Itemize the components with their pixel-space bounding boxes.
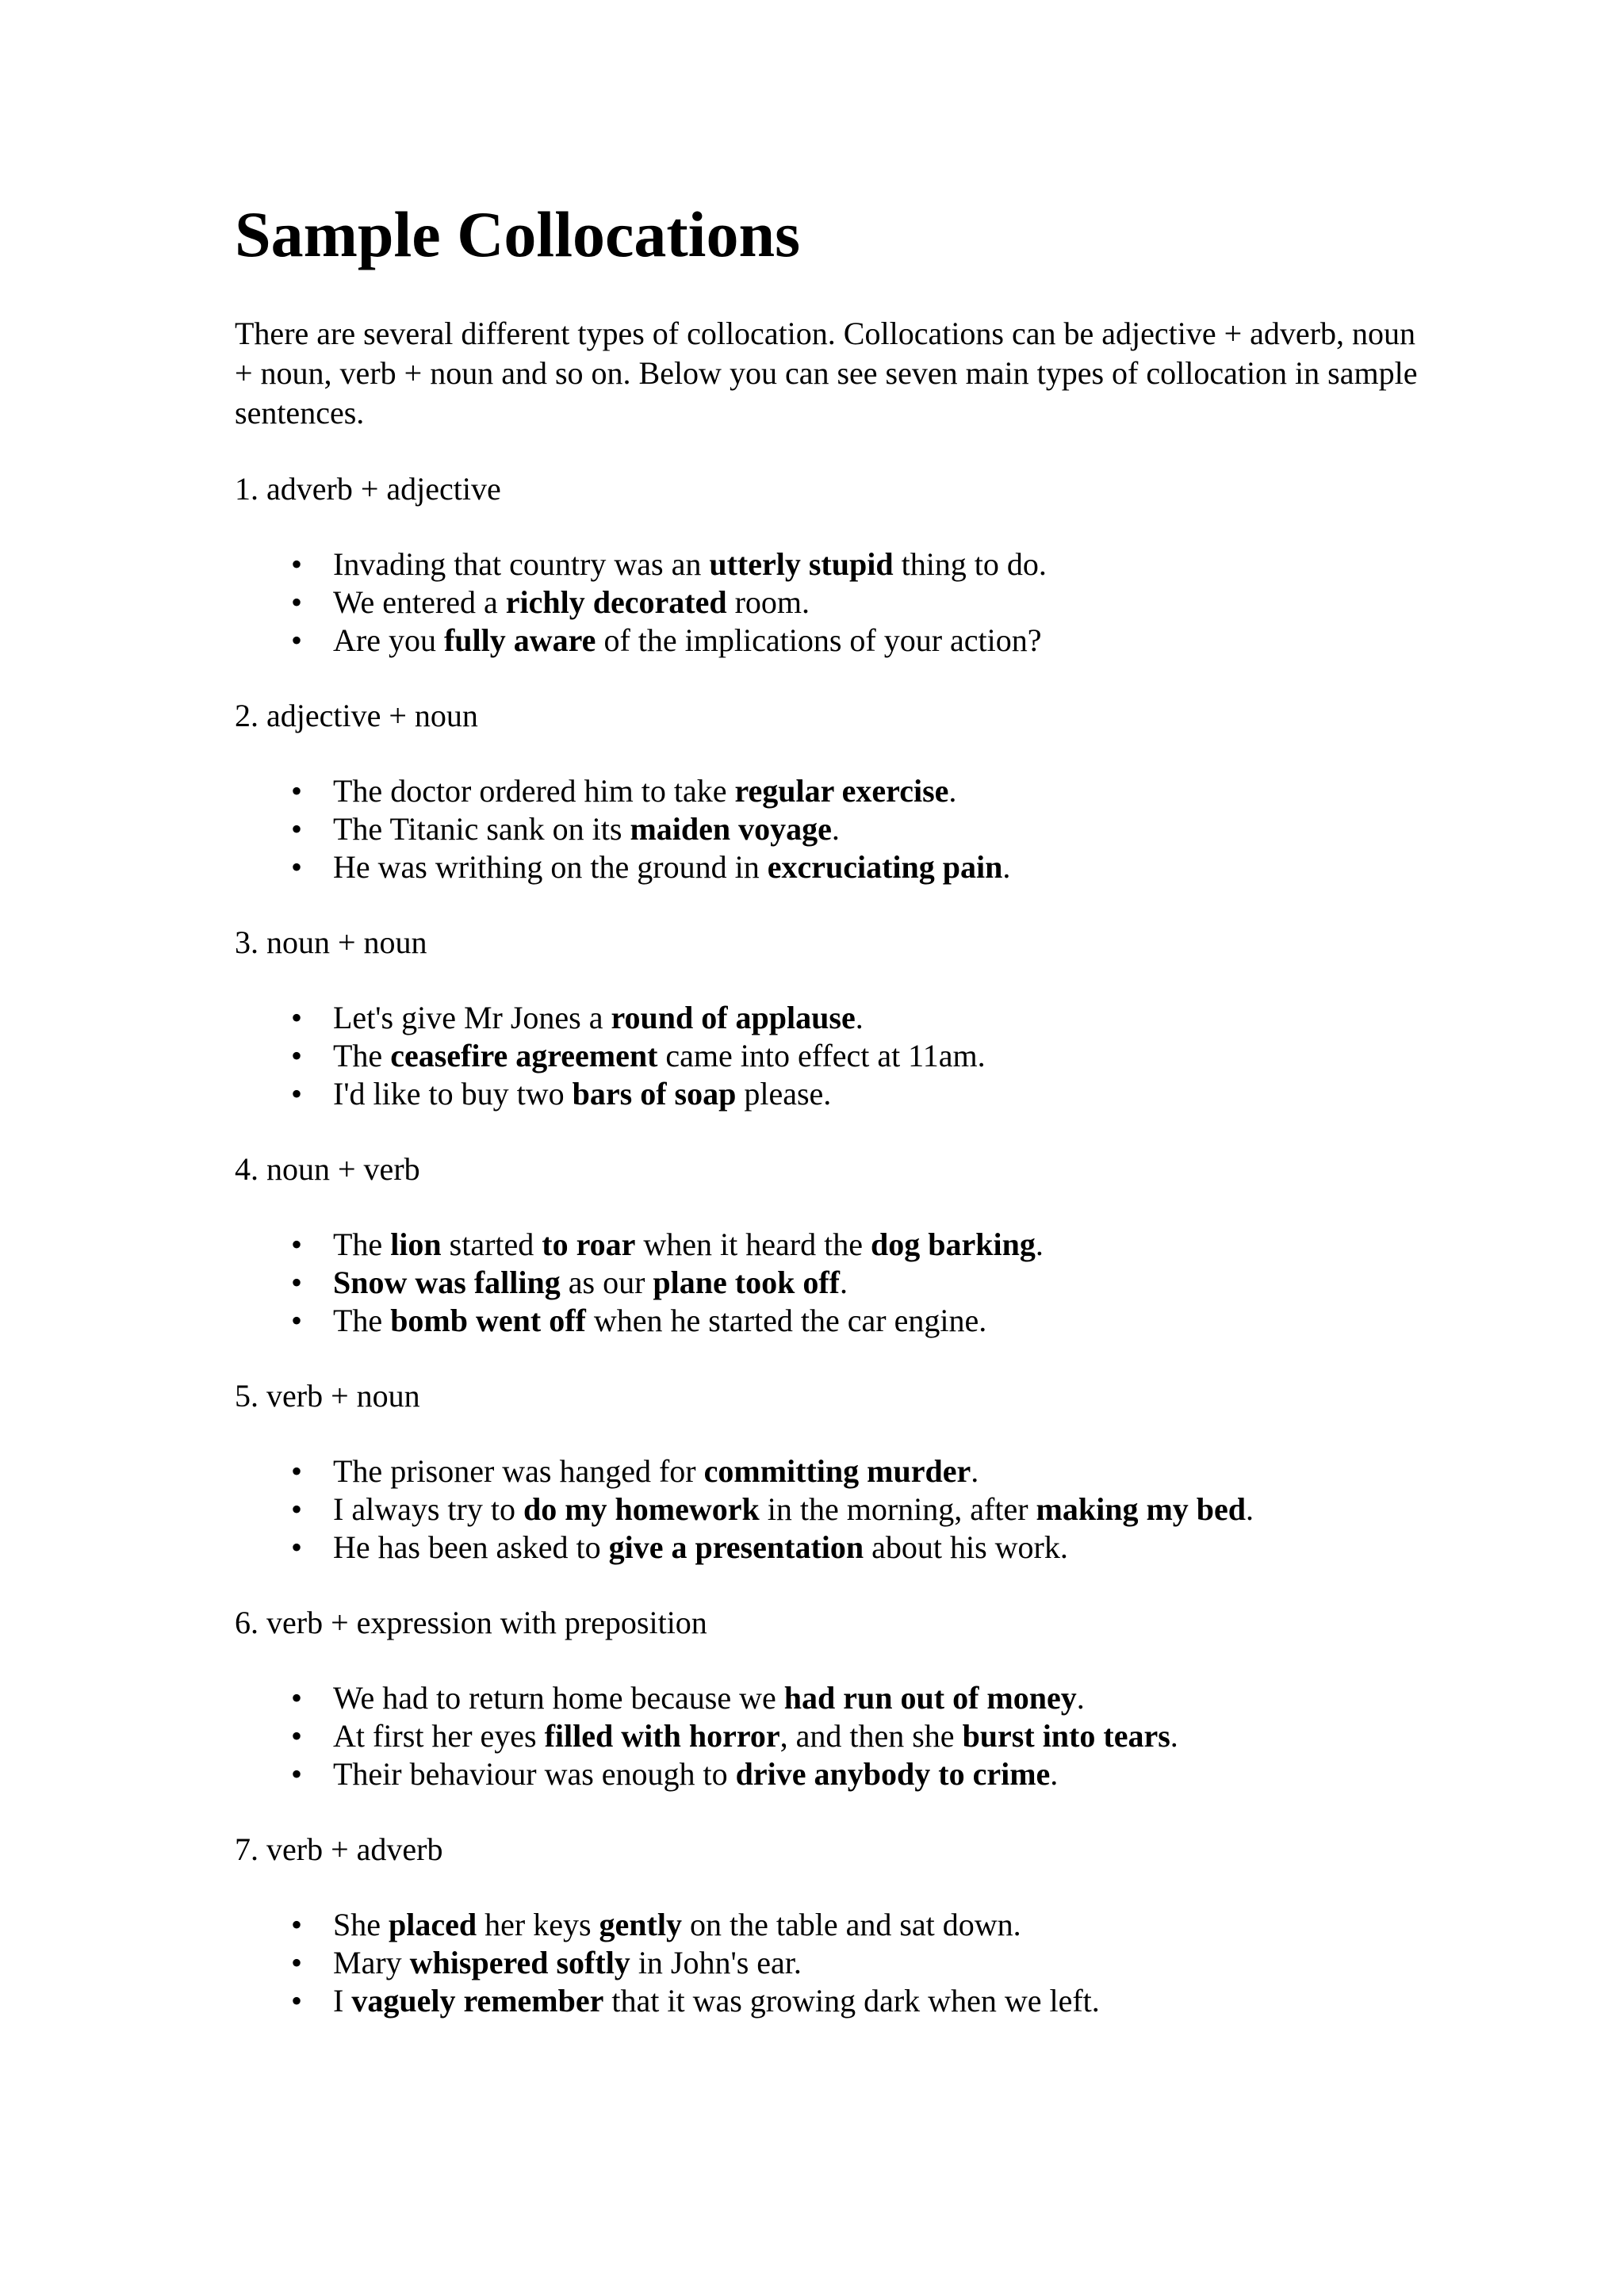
- example-list: [235, 999, 1424, 1113]
- sentence-text: The: [333, 1303, 391, 1338]
- sentence-text: in the morning, after: [759, 1491, 1036, 1527]
- sentence-text: room.: [726, 584, 810, 620]
- sentence-text: about his work.: [864, 1529, 1068, 1565]
- example-sentence: [235, 1037, 1424, 1075]
- sentence-text: on the table and sat down.: [681, 1907, 1021, 1942]
- sentence-text: .: [1050, 1756, 1059, 1792]
- collocation-highlight: drive anybody to crime: [735, 1756, 1051, 1792]
- sentence-text: came into effect at 11am.: [657, 1038, 986, 1073]
- bullet-icon: •: [290, 1756, 302, 1792]
- section-title: 6. verb + expression with preposition: [235, 1605, 707, 1640]
- sentence-text: thing to do.: [893, 546, 1047, 582]
- collocation-highlight: do my homework: [523, 1491, 760, 1527]
- example-sentence: [235, 584, 1424, 622]
- collocation-highlight: richly decorated: [505, 584, 727, 620]
- collocation-section: [235, 1603, 1424, 1793]
- example-list: [235, 1226, 1424, 1340]
- collocation-section: [235, 1376, 1424, 1567]
- sentence-text: She: [333, 1907, 389, 1942]
- example-list: [235, 545, 1424, 660]
- example-sentence: [235, 1755, 1424, 1793]
- example-sentence: [235, 810, 1424, 848]
- bullet-icon: •: [290, 1491, 302, 1527]
- collocation-highlight: had run out of money: [783, 1680, 1077, 1716]
- bullet-icon: •: [290, 849, 302, 885]
- sentence-text: , and then she: [779, 1718, 963, 1754]
- sentence-text: Invading that country was an: [333, 546, 710, 582]
- example-list: [235, 1452, 1424, 1567]
- example-sentence: [235, 1717, 1424, 1755]
- bullet-icon: •: [290, 1680, 302, 1716]
- example-list: [235, 1679, 1424, 1793]
- section-title: 4. noun + verb: [235, 1151, 420, 1187]
- collocation-highlight: lion: [390, 1226, 442, 1262]
- bullet-icon: •: [290, 811, 302, 847]
- collocation-highlight: round of applause: [611, 1000, 856, 1035]
- sentence-text: Let's give Mr Jones a: [333, 1000, 611, 1035]
- sentence-text: .: [839, 1265, 848, 1300]
- sentence-text: .: [1002, 849, 1011, 885]
- collocation-sections: [235, 469, 1424, 2020]
- collocation-section: [235, 1150, 1424, 1340]
- sentence-text: .: [1246, 1491, 1254, 1527]
- section-title: 1. adverb + adjective: [235, 471, 501, 507]
- example-list: [235, 772, 1424, 886]
- sentence-text: please.: [736, 1076, 832, 1112]
- sentence-text: The: [333, 1038, 391, 1073]
- example-sentence: [235, 1982, 1424, 2020]
- collocation-highlight: excruciating pain: [767, 849, 1003, 885]
- collocation-highlight: ceasefire agreement: [390, 1038, 658, 1073]
- example-sentence: [235, 1679, 1424, 1717]
- sentence-text: that it was growing dark when we left.: [603, 1983, 1100, 2019]
- sentence-text: He has been asked to: [333, 1529, 609, 1565]
- sentence-text: .: [948, 773, 957, 809]
- bullet-icon: •: [290, 584, 302, 620]
- sentence-text: Mary: [333, 1945, 410, 1980]
- sentence-text: The doctor ordered him to take: [333, 773, 735, 809]
- bullet-icon: •: [290, 1907, 302, 1942]
- example-sentence: [235, 1490, 1424, 1529]
- sentence-text: I always try to: [333, 1491, 523, 1527]
- section-title: 2. adjective + noun: [235, 698, 478, 733]
- sentence-text: when it heard the: [635, 1226, 871, 1262]
- collocation-highlight: fully aware: [443, 622, 596, 658]
- bullet-icon: •: [290, 1718, 302, 1754]
- collocation-highlight: committing murder: [703, 1453, 971, 1489]
- section-title: 3. noun + noun: [235, 924, 427, 960]
- section-title: 5. verb + noun: [235, 1378, 420, 1414]
- example-sentence: [235, 848, 1424, 886]
- collocation-highlight: gently: [599, 1907, 682, 1942]
- bullet-icon: •: [290, 1038, 302, 1073]
- sentence-text: .: [855, 1000, 864, 1035]
- document-page: [235, 190, 1424, 2020]
- bullet-icon: •: [290, 1453, 302, 1489]
- sentence-text: Their behaviour was enough to: [333, 1756, 736, 1792]
- sentence-text: We had to return home because we: [333, 1680, 784, 1716]
- sentence-text: The prisoner was hanged for: [333, 1453, 704, 1489]
- collocation-highlight: give a presentation: [608, 1529, 864, 1565]
- collocation-section: [235, 1830, 1424, 2020]
- sentence-text: .: [1170, 1718, 1178, 1754]
- example-sentence: [235, 545, 1424, 584]
- collocation-highlight: Snow was falling: [333, 1265, 561, 1300]
- collocation-section: [235, 923, 1424, 1113]
- collocation-highlight: burst into tears: [962, 1718, 1170, 1754]
- collocation-highlight: placed: [389, 1907, 477, 1942]
- collocation-highlight: utterly stupid: [709, 546, 894, 582]
- sentence-text: of the implications of your action?: [596, 622, 1042, 658]
- bullet-icon: •: [290, 773, 302, 809]
- sentence-text: The Titanic sank on its: [333, 811, 630, 847]
- bullet-icon: •: [290, 1303, 302, 1338]
- example-list: [235, 1906, 1424, 2020]
- collocation-highlight: bars of soap: [572, 1076, 737, 1112]
- sentence-text: At first her eyes: [333, 1718, 545, 1754]
- sentence-text: Are you: [333, 622, 444, 658]
- bullet-icon: •: [290, 1945, 302, 1980]
- example-sentence: [235, 1906, 1424, 1944]
- example-sentence: [235, 772, 1424, 810]
- sentence-text: .: [1035, 1226, 1044, 1262]
- collocation-highlight: making my bed: [1036, 1491, 1247, 1527]
- collocation-highlight: dog barking: [870, 1226, 1036, 1262]
- sentence-text: as our: [560, 1265, 653, 1300]
- sentence-text: when he started the car engine.: [585, 1303, 987, 1338]
- sentence-text: The: [333, 1226, 391, 1262]
- section-title: 7. verb + adverb: [235, 1831, 443, 1867]
- collocation-highlight: regular exercise: [734, 773, 949, 809]
- example-sentence: [235, 1226, 1424, 1264]
- bullet-icon: •: [290, 1529, 302, 1565]
- collocation-section: [235, 696, 1424, 886]
- intro-paragraph: There are several different types of collocation. Collocations can be adjective + adverb, noun + noun, verb + noun and so on. Below you can see seven main types of collocation in sample sentences.: [235, 316, 1418, 430]
- example-sentence: [235, 1944, 1424, 1982]
- example-sentence: [235, 1264, 1424, 1302]
- example-sentence: [235, 1452, 1424, 1490]
- example-sentence: [235, 999, 1424, 1037]
- bullet-icon: •: [290, 622, 302, 658]
- collocation-highlight: maiden voyage: [630, 811, 832, 847]
- sentence-text: in John's ear.: [630, 1945, 802, 1980]
- example-sentence: [235, 1075, 1424, 1113]
- collocation-section: [235, 469, 1424, 660]
- sentence-text: I: [333, 1983, 352, 2019]
- bullet-icon: •: [290, 1226, 302, 1262]
- bullet-icon: •: [290, 1000, 302, 1035]
- collocation-highlight: vaguely remember: [351, 1983, 604, 2019]
- collocation-highlight: bomb went off: [390, 1303, 586, 1338]
- sentence-text: her keys: [477, 1907, 599, 1942]
- sentence-text: started: [441, 1226, 542, 1262]
- bullet-icon: •: [290, 546, 302, 582]
- sentence-text: .: [971, 1453, 979, 1489]
- sentence-text: He was writhing on the ground in: [333, 849, 768, 885]
- collocation-highlight: to roar: [542, 1226, 636, 1262]
- collocation-highlight: whispered softly: [409, 1945, 630, 1980]
- sentence-text: I'd like to buy two: [333, 1076, 573, 1112]
- collocation-highlight: plane took off: [653, 1265, 840, 1300]
- sentence-text: .: [831, 811, 840, 847]
- sentence-text: .: [1076, 1680, 1085, 1716]
- example-sentence: [235, 1529, 1424, 1567]
- bullet-icon: •: [290, 1265, 302, 1300]
- example-sentence: [235, 622, 1424, 660]
- example-sentence: [235, 1302, 1424, 1340]
- bullet-icon: •: [290, 1983, 302, 2019]
- collocation-highlight: filled with horror: [544, 1718, 780, 1754]
- bullet-icon: •: [290, 1076, 302, 1112]
- sentence-text: We entered a: [333, 584, 506, 620]
- page-title: Sample Collocations: [235, 198, 800, 270]
